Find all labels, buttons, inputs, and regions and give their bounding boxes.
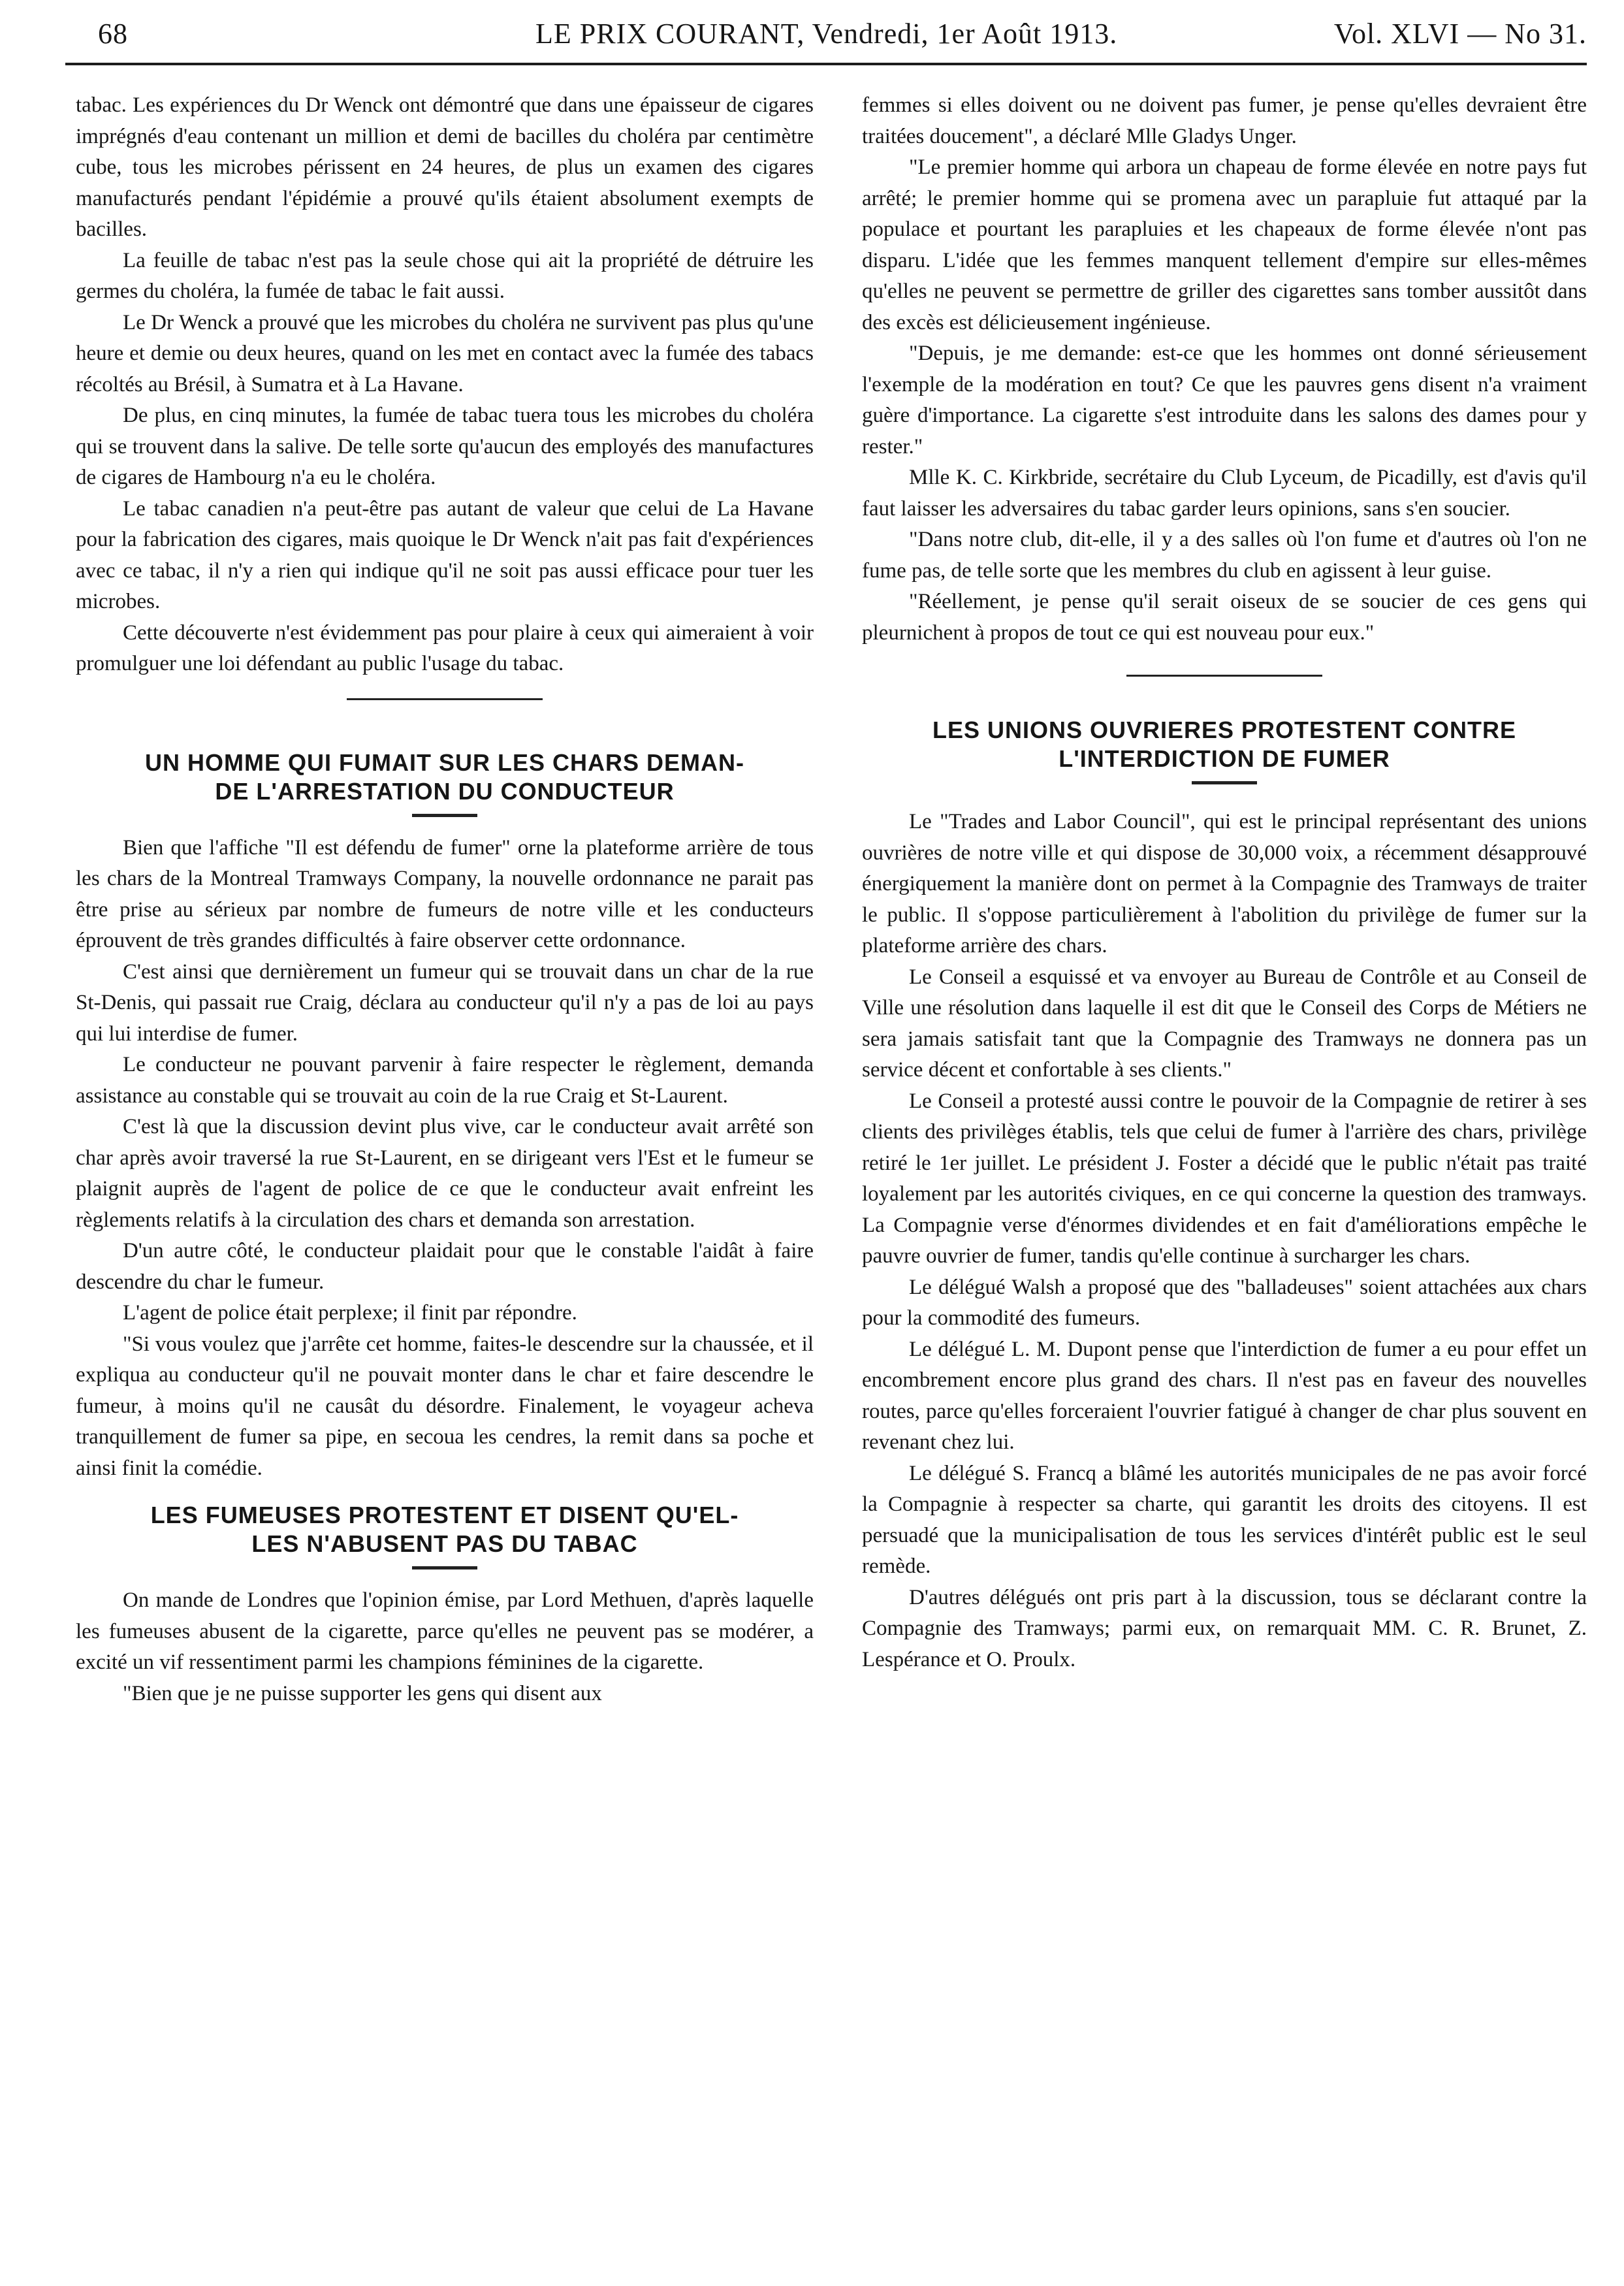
paragraph: La feuille de tabac n'est pas la seule chose qui ait la propriété de détruire les germes du choléra, la fumée de tabac le fait aussi. [76, 248, 814, 303]
heading-line: DE L'ARRESTATION DU CONDUCTEUR [215, 777, 675, 805]
paragraph: "Le premier homme qui arbora un chapeau de forme élevée en notre pays fut arrêté; le premier homme qui se promena avec un parapluie fut attaqué par la populace et pourtant les parapluies et les chapeaux de forme élevée n'ont pas disparu. L'idée que les femmes manquent tellement d'empire sur elles-mêmes qu'elles ne peuvent se permettre de griller des cigarettes sans tomber aussitôt dans des excès est délicieusement ingénieuse. [862, 155, 1587, 334]
paragraph: tabac. Les expériences du Dr Wenck ont démontré que dans une épaisseur de cigares imprégnés d'eau contenant un million et demi de bacilles du choléra par centimètre cube, tous les microbes périssent en 24 heures, de plus un examen des cigares manufacturés pendant l'épidémie a prouvé qu'ils étaient absolument exempts de bacilles. [76, 93, 814, 241]
paragraph: "Bien que je ne puisse supporter les gens qui disent aux [123, 1681, 602, 1705]
paragraph: Le tabac canadien n'a peut-être pas autant de valeur que celui de La Havane pour la fabrication des cigares, mais quoique le Dr Wenck n'ait pas fait d'expériences avec ce tabac, il n'y a rien qui indique qu'il ne soit pas aussi efficace pour tuer les microbes. [76, 496, 814, 613]
paragraph: De plus, en cinq minutes, la fumée de tabac tuera tous les microbes du choléra qui se trouvent dans la salive. De telle sorte qu'aucun des employés des manufactures de cigares de Hambourg n'a eu le choléra. [76, 404, 814, 489]
article-heading [76, 1501, 814, 1558]
paragraph: Le "Trades and Labor Council", qui est le principal représentant des unions ouvrières de notre ville et qui dispose de 30,000 voix, a récemment désapprouvé énergiquement la manière dont on permet à la Compagnie des Tramways de traiter le public. Il s'oppose particulièrement à l'abolition du privilège de fumer sur la plateforme arrière des chars. [862, 810, 1587, 958]
paragraph: C'est là que la discussion devint plus vive, car le conducteur avait arrêté son char après avoir traversé la rue St-Laurent, en se dirigeant vers l'Est et le fumeur se plaignit auprès de l'agent de police de ce que le conducteur avait enfreint les règlements relatifs à la circulation des chars et demanda son arrestation. [76, 1115, 814, 1232]
paragraph: Le délégué S. Francq a blâmé les autorités municipales de ne pas avoir forcé la Compagnie à respecter sa charte, qui garantit les droits des citoyens. Il est persuadé que la municipalisation de tous les services d'intérêt public est le seul remède. [862, 1461, 1587, 1578]
heading-rule [1192, 781, 1257, 784]
paragraph: Le conducteur ne pouvant parvenir à faire respecter le règlement, demanda assistance au constable qui se trouvait au coin de la rue Craig et St-Laurent. [76, 1053, 814, 1108]
paragraph: L'agent de police était perplexe; il finit par répondre. [123, 1301, 577, 1325]
right-column [862, 90, 1587, 1675]
paragraph: "Si vous voulez que j'arrête cet homme, faites-le descendre sur la chaussée, et il expliqua au conducteur qu'il ne pouvait monter dans le char et faire descendre le fumeur, à moins qu'il ne causât du désordre. Finalement, le voyageur acheva tranquillement de fumer sa pipe, en secoua les cendres, la remit dans sa poche et ainsi finit la comédie. [76, 1332, 814, 1480]
paragraph: Le Conseil a esquissé et va envoyer au Bureau de Contrôle et au Conseil de Ville une résolution dans laquelle il est dit que le Conseil des Corps de Métiers ne sera jamais satisfait tant que la Compagnie des Tramways ne donnera pas un service décent et confortable à ses clients." [862, 965, 1587, 1082]
paragraph: Cette découverte n'est évidemment pas pour plaire à ceux qui aimeraient à voir promulguer une loi défendant au public l'usage du tabac. [76, 620, 814, 675]
paragraph: Le Dr Wenck a prouvé que les microbes du choléra ne survivent pas plus qu'une heure et demie ou deux heures, quand on les met en contact avec la fumée des tabacs récoltés au Brésil, à Sumatra et à La Havane. [76, 310, 814, 396]
heading-line: LES UNIONS OUVRIERES PROTESTENT CONTRE [932, 716, 1517, 743]
paragraph: "Dans notre club, dit-elle, il y a des salles où l'on fume et d'autres où l'on ne fume pas, de telle sorte que les membres du club en agissent à leur guise. [862, 528, 1587, 583]
paragraph: femmes si elles doivent ou ne doivent pas fumer, je pense qu'elles devraient être traitées doucement", a déclaré Mlle Gladys Unger. [862, 93, 1587, 148]
heading-line: LES N'ABUSENT PAS DU TABAC [251, 1530, 638, 1557]
article-heading [76, 749, 814, 806]
section-divider [347, 698, 543, 700]
paragraph: D'un autre côté, le conducteur plaidait pour que le constable l'aidât à faire descendre du char le fumeur. [76, 1239, 814, 1294]
paragraph: "Réellement, je pense qu'il serait oiseux de se soucier de ces gens qui pleurnichent à propos de tout ce qui est nouveau pour eux." [862, 590, 1587, 645]
section-divider [1126, 675, 1322, 677]
page-number: 68 [98, 18, 128, 50]
heading-line: LES FUMEUSES PROTESTENT ET DISENT QU'EL- [150, 1502, 739, 1528]
paragraph: C'est ainsi que dernièrement un fumeur qui se trouvait dans un char de la rue St-Denis, qui passait rue Craig, déclara au conducteur qu'il n'y a pas de loi au pays qui lui interdise de fumer. [76, 959, 814, 1046]
paragraph: Bien que l'affiche "Il est défendu de fumer" orne la plateforme arrière de tous les chars de la Montreal Tramways Company, la nouvelle ordonnance ne parait pas être prise au sérieux par nombre de fumeurs de notre ville et les conducteurs éprouvent de très grandes difficultés à faire observer cette ordonnance. [76, 835, 814, 952]
heading-line: L'INTERDICTION DE FUMER [1059, 745, 1390, 772]
paragraph: Mlle K. C. Kirkbride, secrétaire du Club Lyceum, de Picadilly, est d'avis qu'il faut laisser les adversaires du tabac garder leurs opinions, sans s'en soucier. [862, 466, 1587, 521]
paragraph: On mande de Londres que l'opinion émise, par Lord Methuen, d'après laquelle les fumeuses abusent de la cigarette, parce qu'elles ne peuvent pas se modérer, a excité un vif ressentiment parmi les champions féminines de la cigarette. [76, 1588, 814, 1674]
header-rule [65, 63, 1587, 65]
page-header [65, 17, 1587, 59]
left-column [76, 90, 814, 1709]
paragraph: Le délégué Walsh a proposé que des "balladeuses" soient attachées aux chars pour la commodité des fumeurs. [862, 1275, 1587, 1330]
paragraph: D'autres délégués ont pris part à la discussion, tous se déclarant contre la Compagnie des Tramways; parmi eux, on remarquait MM. C. R. Brunet, Z. Lespérance et O. Proulx. [862, 1585, 1587, 1671]
paragraph: "Depuis, je me demande: est-ce que les hommes ont donné sérieusement l'exemple de la modération en tout? Ce que les pauvres gens disent n'a vraiment guère d'importance. La cigarette s'est introduite dans les salons des dames pour y rester." [862, 342, 1587, 459]
article-heading [862, 716, 1587, 773]
heading-rule [412, 1566, 477, 1570]
masthead: LE PRIX COURANT, Vendredi, 1er Août 1913. [535, 18, 1118, 50]
paragraph: Le Conseil a protesté aussi contre le pouvoir de la Compagnie de retirer à ses clients des privilèges établis, tels que celui de fumer à l'arrière des chars, privilège retiré le 1er juillet. Le président J. Foster a décidé que le public n'était pas traité loyalement par les autorités civiques, en ce qui concerne la question des tramways. La Compagnie verse d'énormes dividendes et en fait d'améliorations empêche le pauvre ouvrier de fumer, tandis qu'elle continue à surcharger les chars. [862, 1089, 1587, 1268]
paragraph: Le délégué L. M. Dupont pense que l'interdiction de fumer a eu pour effet un encombrement encore plus grand des chars. Il n'est pas en faveur des nouvelles routes, parce qu'elles forceraient l'ouvrier fatigué à changer de char plus souvent en revenant chez lui. [862, 1337, 1587, 1454]
heading-line: UN HOMME QUI FUMAIT SUR LES CHARS DEMAN- [145, 749, 744, 776]
volume-number: Vol. XLVI — No 31. [1333, 18, 1587, 50]
heading-rule [412, 814, 477, 817]
